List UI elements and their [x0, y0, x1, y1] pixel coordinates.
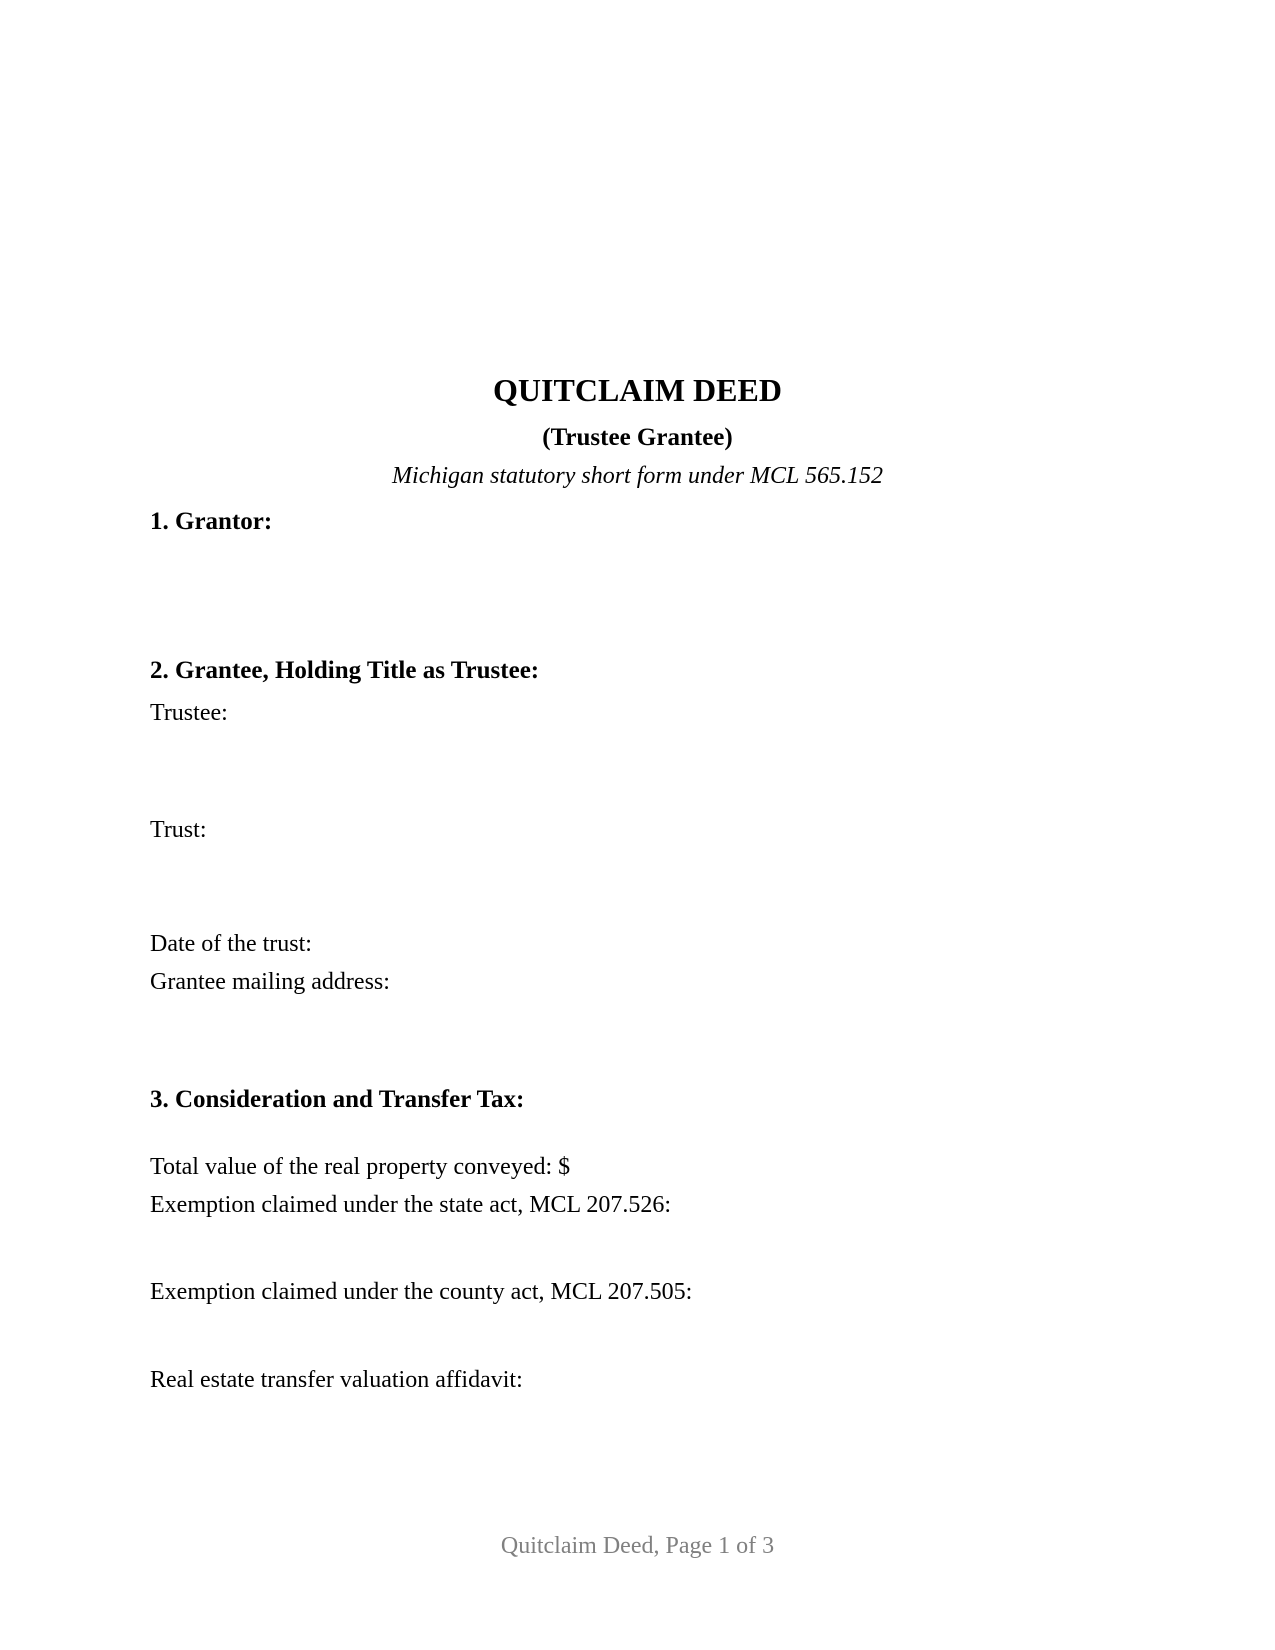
grantee-mailing-address-label: Grantee mailing address: [150, 969, 390, 995]
grantor-heading: 1. Grantor: [150, 508, 273, 535]
trust-label: Trust: [150, 817, 207, 843]
grantee-heading: 2. Grantee, Holding Title as Trustee: [150, 657, 540, 684]
total-value-label: Total value of the real property conveyed: $ [150, 1154, 571, 1180]
valuation-affidavit-label: Real estate transfer valuation affidavit: [150, 1367, 523, 1393]
state-exemption-label: Exemption claimed under the state act, MCL 207.526: [150, 1192, 671, 1218]
document-title: QUITCLAIM DEED [493, 372, 782, 408]
consideration-heading: 3. Consideration and Transfer Tax: [150, 1086, 525, 1113]
page-footer: Quitclaim Deed, Page 1 of 3 [500, 1533, 775, 1559]
county-exemption-label: Exemption claimed under the county act, MCL 207.505: [150, 1279, 693, 1305]
document-subtitle: (Trustee Grantee) [542, 424, 733, 451]
statute-note: Michigan statutory short form under MCL 565.152 [392, 463, 883, 489]
trust-date-label: Date of the trust: [150, 931, 312, 957]
trustee-label: Trustee: [150, 700, 228, 726]
